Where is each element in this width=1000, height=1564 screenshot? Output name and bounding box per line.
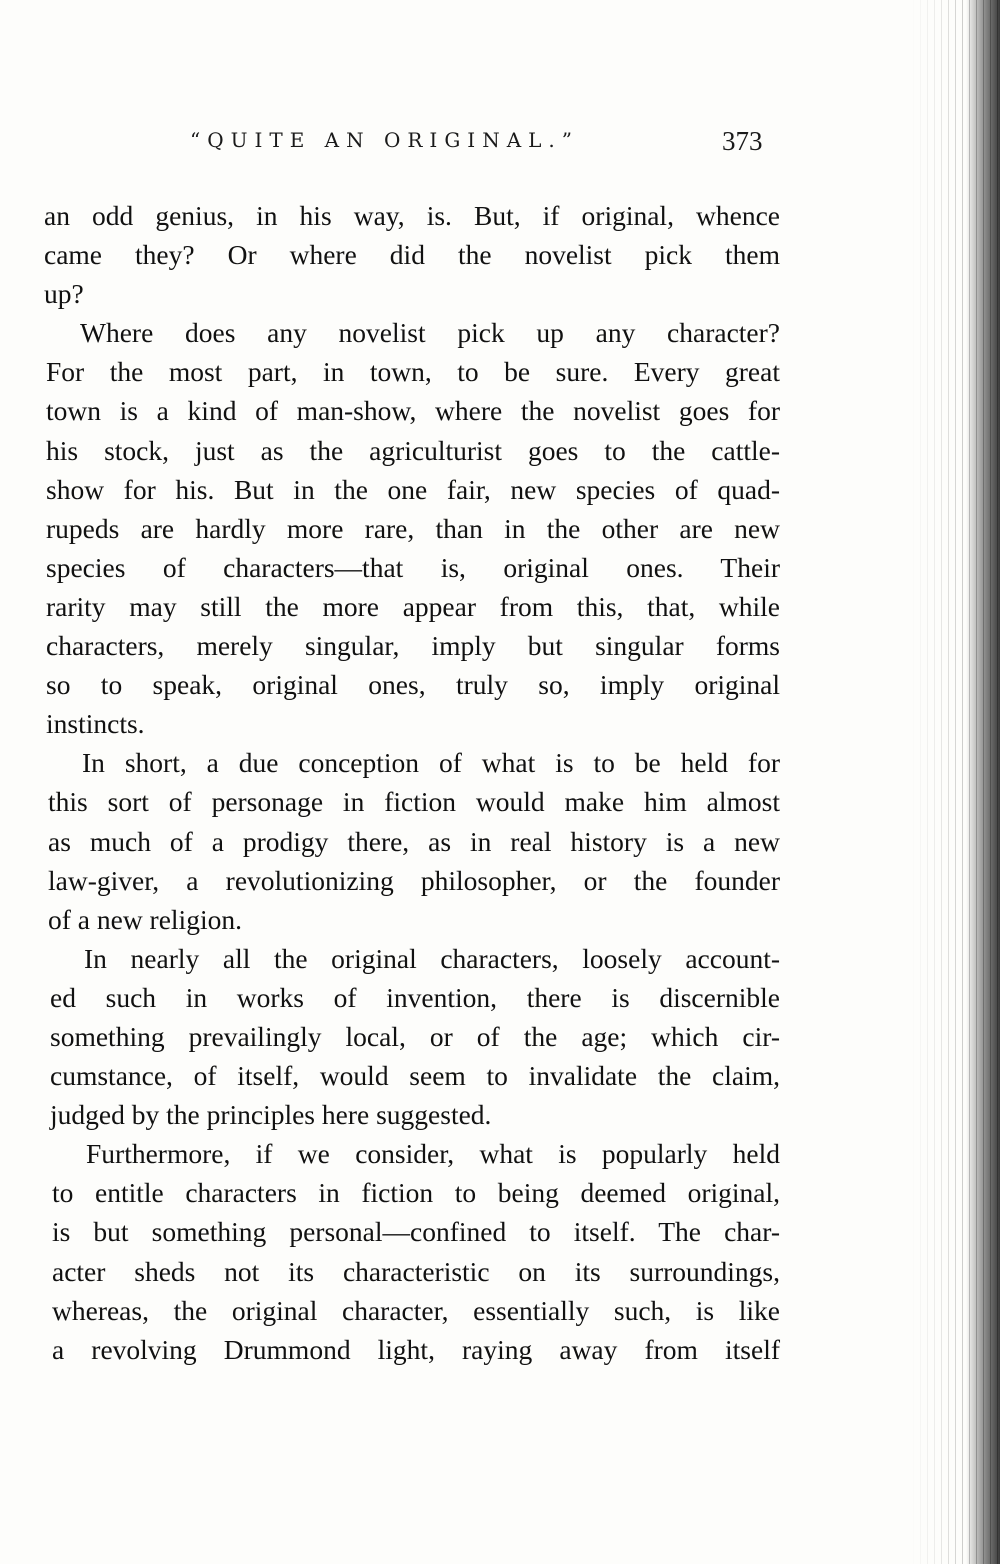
- text-line: ed such in works of invention, there is discernible: [50, 981, 780, 1013]
- text-line: In short, a due conception of what is to be held for: [82, 747, 780, 779]
- text-line: species of characters—that is, original ones. Their: [46, 551, 780, 583]
- page-spine-shadow: [966, 0, 1000, 1564]
- text-line: up?: [44, 278, 84, 310]
- text-line: show for his. But in the one fair, new species of quad-: [46, 473, 780, 505]
- paragraph: [52, 1134, 780, 1369]
- text-line: characters, merely singular, imply but singular forms: [46, 630, 780, 662]
- text-line: to entitle characters in fiction to being deemed original,: [52, 1177, 780, 1209]
- text-line: In nearly all the original characters, loosely account-: [84, 942, 780, 974]
- text-line: cumstance, of itself, would seem to invalidate the claim,: [50, 1060, 780, 1092]
- text-line: Furthermore, if we consider, what is popularly held: [86, 1138, 780, 1170]
- paragraph: [44, 196, 780, 313]
- body-text: [44, 196, 780, 1369]
- text-line: acter sheds not its characteristic on its surroundings,: [52, 1255, 780, 1287]
- text-line: instincts.: [46, 708, 145, 740]
- text-line: a revolving Drummond light, raying away from itself: [52, 1333, 780, 1365]
- paragraph: [46, 313, 780, 743]
- text-line: this sort of personage in fiction would make him almost: [48, 786, 780, 818]
- text-line: rupeds are hardly more rare, than in the other are new: [46, 512, 780, 544]
- text-line: his stock, just as the agriculturist goes to the cattle-: [46, 434, 780, 466]
- text-line: Where does any novelist pick up any character?: [80, 317, 780, 349]
- text-line: rarity may still the more appear from this, that, while: [46, 590, 780, 622]
- text-line: town is a kind of man-show, where the novelist goes for: [46, 395, 780, 427]
- text-line: whereas, the original character, essentially such, is like: [52, 1294, 780, 1326]
- page-number: 373: [722, 126, 763, 156]
- text-line: For the most part, in town, to be sure. Every great: [46, 356, 780, 388]
- text-line: came they? Or where did the novelist pick them: [44, 239, 780, 271]
- text-line: as much of a prodigy there, as in real history is a new: [48, 825, 780, 857]
- paragraph: [50, 939, 780, 1134]
- running-title: “QUITE AN ORIGINAL.”: [190, 128, 580, 152]
- paragraph: [48, 743, 780, 938]
- text-line: is but something personal—confined to itself. The char-: [52, 1216, 780, 1248]
- text-line: judged by the principles here suggested.: [50, 1099, 492, 1131]
- text-line: law-giver, a revolutionizing philosopher, or the founder: [48, 864, 780, 896]
- text-line: so to speak, original ones, truly so, imply original: [46, 669, 780, 701]
- text-line: an odd genius, in his way, is. But, if original, whence: [44, 200, 780, 231]
- text-line: of a new religion.: [48, 903, 242, 935]
- text-line: something prevailingly local, or of the age; which cir-: [50, 1020, 780, 1052]
